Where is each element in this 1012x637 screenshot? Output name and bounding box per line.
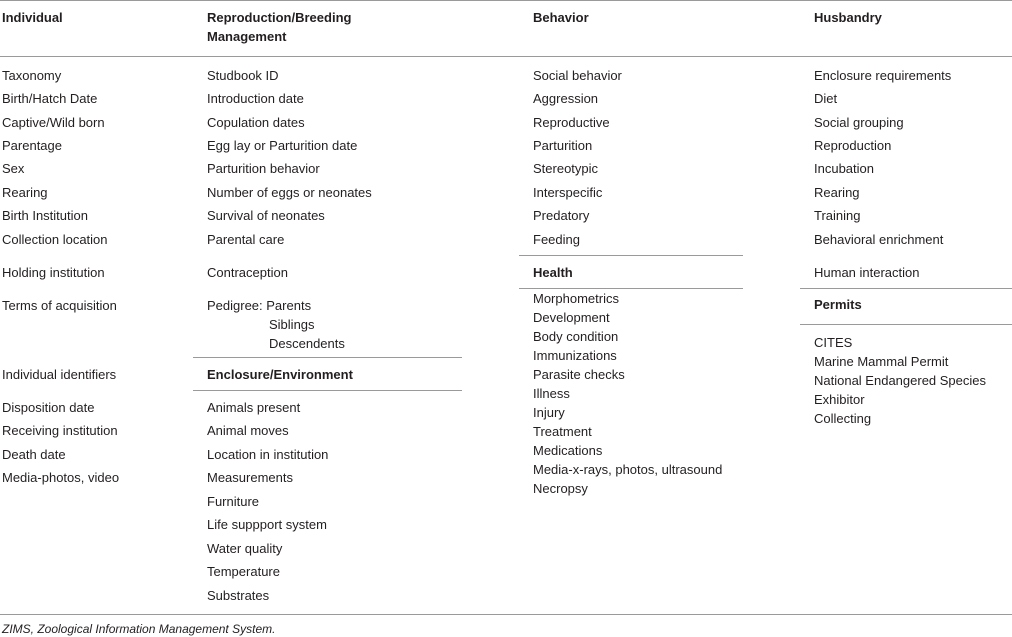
pedigree-descendents: Descendents [269,336,345,351]
list-item: Location in institution [207,447,329,462]
list-item: Predatory [533,208,590,223]
list-item: Disposition date [2,400,95,415]
list-item: Media-x-rays, photos, ultrasound [533,462,723,477]
list-item: Individual identifiers [2,367,117,382]
list-item: National Endangered Species [814,373,987,388]
health-header: Health [533,265,573,280]
table-footnote: ZIMS, Zoological Information Management System. [2,622,276,636]
list-item: Rearing [2,185,48,200]
permits-rule-top [800,288,1012,289]
list-item: Media-photos, video [2,470,120,485]
list-item: Parturition behavior [207,161,320,176]
list-item: Taxonomy [2,68,62,83]
top-rule [0,0,1012,1]
list-item: Captive/Wild born [2,115,105,130]
list-item: Stereotypic [533,161,599,176]
list-item: Social behavior [533,68,622,83]
list-item: Social grouping [814,115,904,130]
list-item: Collection location [2,232,108,247]
header-reproduction-line1: Reproduction/Breeding [207,10,352,25]
list-item: Medications [533,443,603,458]
list-item: Sex [2,161,25,176]
header-husbandry: Husbandry [814,10,882,25]
enclosure-rule-bottom [193,390,462,391]
list-item: Feeding [533,232,580,247]
list-item: Furniture [207,494,260,509]
pedigree-parents: Pedigree: Parents [207,298,312,313]
header-reproduction-line2: Management [207,29,287,44]
list-item: Contraception [207,265,288,280]
list-item: Receiving institution [2,423,118,438]
list-item: Rearing [814,185,860,200]
list-item: Development [533,310,610,325]
list-item: CITES [814,335,853,350]
header-individual: Individual [2,10,63,25]
list-item: Death date [2,447,66,462]
permits-header: Permits [814,297,862,312]
enclosure-rule-top [193,357,462,358]
list-item: Copulation dates [207,115,305,130]
header-reproduction [207,8,462,46]
list-item: Terms of acquisition [2,298,117,313]
header-behavior: Behavior [533,10,589,25]
list-item: Holding institution [2,265,105,280]
list-item: Collecting [814,411,872,426]
list-item: Animals present [207,400,301,415]
list-item: Marine Mammal Permit [814,354,949,369]
list-item: Reproduction [814,138,892,153]
list-item: Parental care [207,232,285,247]
list-item: Studbook ID [207,68,279,83]
list-item: Egg lay or Parturition date [207,138,358,153]
list-item: Measurements [207,470,293,485]
list-item: Birth Institution [2,208,88,223]
list-item: Introduction date [207,91,304,106]
enclosure-header: Enclosure/Environment [207,367,353,382]
list-item: Number of eggs or neonates [207,185,372,200]
list-item: Animal moves [207,423,289,438]
health-rule-top [519,255,743,256]
list-item: Survival of neonates [207,208,325,223]
health-rule-bottom [519,288,743,289]
list-item: Treatment [533,424,592,439]
list-item: Necropsy [533,481,588,496]
list-item: Diet [814,91,838,106]
list-item: Injury [533,405,565,420]
list-item: Life suppport system [207,517,327,532]
list-item: Aggression [533,91,599,106]
header-rule [0,56,1012,57]
list-item: Morphometrics [533,291,619,306]
list-item: Exhibitor [814,392,865,407]
pedigree-siblings: Siblings [269,317,315,332]
permits-rule-bottom [800,324,1012,325]
list-item: Body condition [533,329,619,344]
list-item: Immunizations [533,348,617,363]
list-item: Water quality [207,541,283,556]
list-item: Illness [533,386,570,401]
list-item: Human interaction [814,265,920,280]
list-item: Parentage [2,138,62,153]
list-item: Parturition [533,138,593,153]
list-item: Interspecific [533,185,603,200]
list-item: Incubation [814,161,874,176]
list-item: Behavioral enrichment [814,232,944,247]
list-item: Birth/Hatch Date [2,91,98,106]
list-item: Enclosure requirements [814,68,952,83]
list-item: Substrates [207,588,270,603]
list-item: Temperature [207,564,280,579]
list-item: Parasite checks [533,367,625,382]
list-item: Training [814,208,861,223]
bottom-rule [0,614,1012,615]
list-item: Reproductive [533,115,610,130]
